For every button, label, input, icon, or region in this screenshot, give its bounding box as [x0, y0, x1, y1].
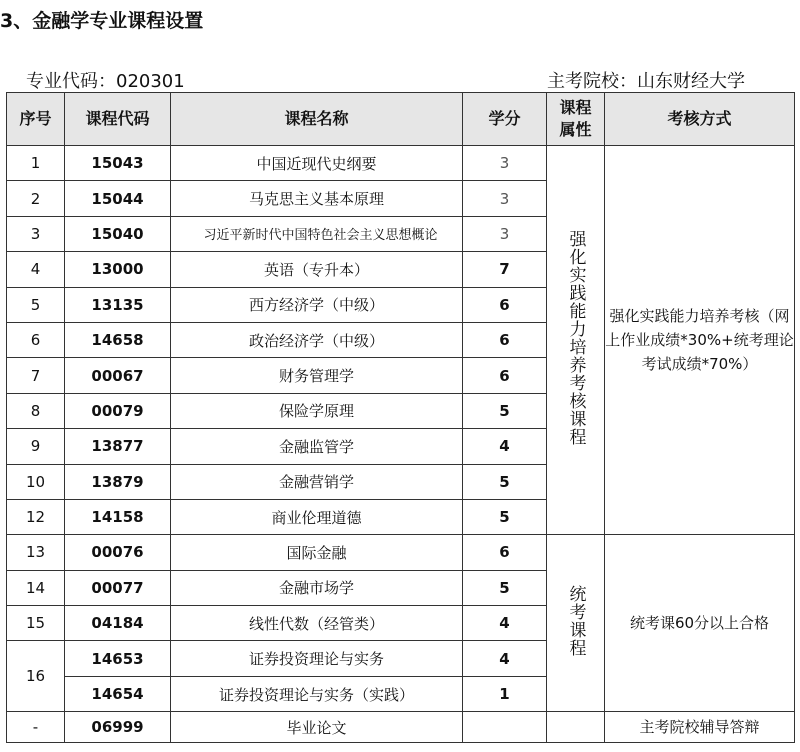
major-code: 专业代码：020301	[26, 71, 185, 92]
category-unified-text: 统考课程	[565, 585, 586, 658]
cell-name: 保险学原理	[171, 393, 463, 428]
cell-name: 西方经济学（中级）	[171, 287, 463, 322]
cell-seq: 3	[7, 216, 65, 251]
cell-assessment-unified: 统考课60分以上合格	[605, 535, 795, 712]
cell-name: 金融营销学	[171, 464, 463, 499]
cell-code: 00077	[65, 570, 171, 605]
cell-code: 14653	[65, 641, 171, 676]
cell-credit: 3	[463, 216, 547, 251]
cell-code: 13000	[65, 252, 171, 287]
cell-category-strengthened	[547, 146, 605, 535]
cell-credit: 5	[463, 570, 547, 605]
header-seq: 序号	[7, 93, 65, 146]
cell-seq: 7	[7, 358, 65, 393]
cell-code: 13877	[65, 429, 171, 464]
cell-code: 14658	[65, 322, 171, 357]
cell-code: 06999	[65, 712, 171, 743]
cell-assessment-strengthened: 强化实践能力培养考核（网上作业成绩*30%+统考理论考试成绩*70%）	[605, 146, 795, 535]
cell-credit: 3	[463, 146, 547, 181]
header-name: 课程名称	[171, 93, 463, 146]
cell-name: 政治经济学（中级）	[171, 322, 463, 357]
cell-credit: 6	[463, 287, 547, 322]
cell-seq: 13	[7, 535, 65, 570]
cell-code: 15040	[65, 216, 171, 251]
cell-code: 00076	[65, 535, 171, 570]
cell-seq: 4	[7, 252, 65, 287]
cell-name: 证券投资理论与实务（实践）	[171, 676, 463, 711]
cell-credit: 4	[463, 429, 547, 464]
cell-credit: 7	[463, 252, 547, 287]
cell-credit: 6	[463, 322, 547, 357]
cell-code: 04184	[65, 606, 171, 641]
cell-code: 13879	[65, 464, 171, 499]
cell-name: 线性代数（经管类）	[171, 606, 463, 641]
cell-name: 习近平新时代中国特色社会主义思想概论	[171, 216, 463, 251]
cell-code: 13135	[65, 287, 171, 322]
cell-credit: 1	[463, 676, 547, 711]
cell-code: 14654	[65, 676, 171, 711]
cell-seq: 12	[7, 499, 65, 534]
header-credit: 学分	[463, 93, 547, 146]
cell-code: 00079	[65, 393, 171, 428]
cell-seq: 5	[7, 287, 65, 322]
cell-seq: 2	[7, 181, 65, 216]
cell-category-thesis	[547, 712, 605, 743]
cell-credit: 4	[463, 606, 547, 641]
header-category	[547, 93, 605, 146]
table-row-thesis	[7, 712, 795, 743]
cell-name: 金融监管学	[171, 429, 463, 464]
cell-credit: 3	[463, 181, 547, 216]
cell-seq: 6	[7, 322, 65, 357]
cell-name: 国际金融	[171, 535, 463, 570]
cell-seq: 9	[7, 429, 65, 464]
header-code: 课程代码	[65, 93, 171, 146]
cell-name: 证券投资理论与实务	[171, 641, 463, 676]
cell-credit: 6	[463, 535, 547, 570]
table-row	[7, 146, 795, 181]
cell-seq: 1	[7, 146, 65, 181]
table-row	[7, 535, 795, 570]
cell-name: 中国近现代史纲要	[171, 146, 463, 181]
table-header-row	[7, 93, 795, 146]
header-assessment: 考核方式	[605, 93, 795, 146]
course-table	[6, 92, 795, 743]
cell-seq: 14	[7, 570, 65, 605]
cell-code: 15044	[65, 181, 171, 216]
cell-name: 英语（专升本）	[171, 252, 463, 287]
cell-category-unified	[547, 535, 605, 712]
host-school: 主考院校：山东财经大学	[547, 71, 745, 92]
cell-credit: 5	[463, 464, 547, 499]
category-strengthened-text: 强化实践能力培养考核课程	[565, 230, 586, 447]
cell-credit: 5	[463, 393, 547, 428]
cell-seq: 10	[7, 464, 65, 499]
cell-name: 马克思主义基本原理	[171, 181, 463, 216]
cell-name: 财务管理学	[171, 358, 463, 393]
cell-code: 00067	[65, 358, 171, 393]
cell-code: 14158	[65, 499, 171, 534]
cell-seq: 15	[7, 606, 65, 641]
cell-seq: 16	[7, 641, 65, 712]
cell-credit	[463, 712, 547, 743]
cell-seq: -	[7, 712, 65, 743]
cell-assessment-thesis: 主考院校辅导答辩	[605, 712, 795, 743]
header-category-line1: 课程	[559, 98, 592, 117]
header-category-line2: 属性	[559, 120, 592, 139]
cell-name: 毕业论文	[171, 712, 463, 743]
cell-code: 15043	[65, 146, 171, 181]
cell-credit: 5	[463, 499, 547, 534]
cell-name: 金融市场学	[171, 570, 463, 605]
cell-credit: 4	[463, 641, 547, 676]
section-heading: 3、金融学专业课程设置	[0, 10, 204, 32]
cell-seq: 8	[7, 393, 65, 428]
cell-credit: 6	[463, 358, 547, 393]
cell-name: 商业伦理道德	[171, 499, 463, 534]
